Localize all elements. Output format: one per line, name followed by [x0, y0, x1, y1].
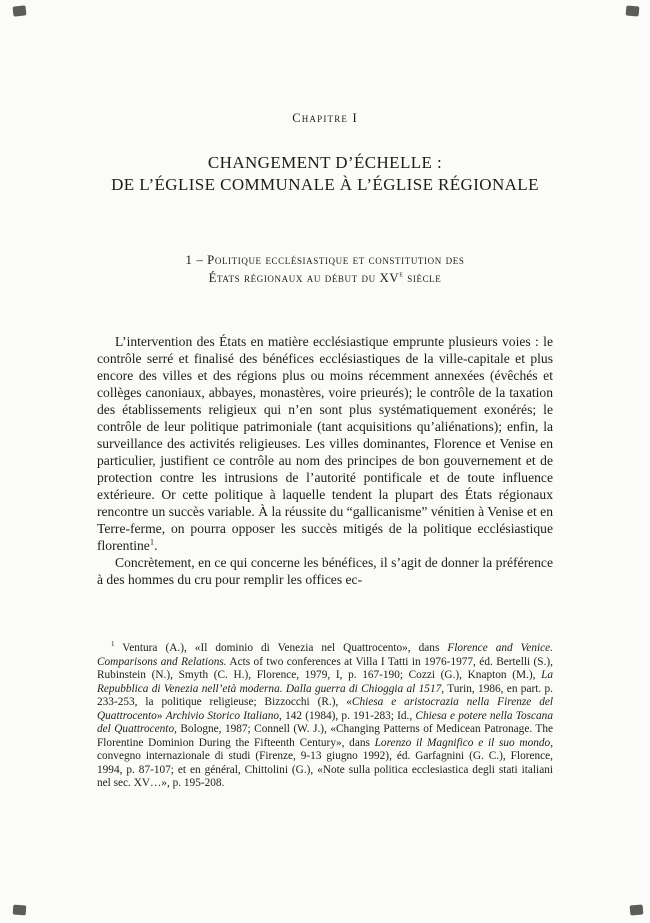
scan-corner-mark [13, 905, 27, 916]
page-title-line2: DE L’ÉGLISE COMMUNALE À L’ÉGLISE RÉGIONALE [111, 174, 539, 194]
section-heading [97, 252, 553, 287]
scan-corner-mark [630, 904, 644, 915]
section-heading-line2: États régionaux au début du XVe siècle [208, 269, 442, 285]
body-text [97, 333, 553, 588]
page-title-line1: CHANGEMENT D’ÉCHELLE : [207, 153, 443, 172]
paragraph-1: L’intervention des États en matière ecclésiastique emprunte plusieurs voies : le contrôle serré et finalisé des bénéfices ecclésiastiques de la ville-capitale et plus encore des villes et des régions plus ou moins récemment annexées (évêchés et collèges canoniaux, abbayes, monastères, voire prieurés); le contrôle de la taxation des établissements religieux qui n’en sont plus systématiquement exonérés; le contrôle de leur politique patrimoniale (tant acquisitions qu’aliénations); enfin, la surveillance des activités religieuses. Les villes dominantes, Florence et Venise en particulier, justifient ce contrôle au nom des principes de bon gouvernement et de protection contre les intrusions de l’autorité pontificale et de toute influence extérieure. Or cette politique à laquelle tendent la plupart des États régionaux rencontre un succès variable. À la réussite du “gallicanisme” vénitien à Venise et en Terre-ferme, on pourra opposer les succès mitigés de la politique ecclésiastique florentine$^1$. [97, 334, 553, 553]
chapter-heading: Chapitre I [292, 111, 358, 125]
paragraph-2: Concrètement, en ce qui concerne les bénéfices, il s’agit de donner la préférence à des hommes du cru pour remplir les offices ec- [97, 555, 553, 587]
section-heading-line1: 1 – Politique ecclésiastique et constitution des [185, 253, 465, 267]
footnote: $^1$ Ventura (A.), «Il dominio di Venezia nel Quattrocento», dans Florence and Venice. Comparisons and Relations. Acts of two conferences at Villa I Tatti in 1976-1977, éd. Bertelli (S.), Rubinstein (N.), Smyth (C. H.), Florence, 1979, I, p. 167-190; Cozzi (G.), Knapton (M.), La Repubblica di Venezia nell’età moderna. Dalla guerra di Chioggia al 1517, Turin, 1986, en part. p. 233-253, la politique religieuse; Bizzocchi (R.), «Chiesa e aristocrazia nella Firenze del Quattrocento» Archivio Storico Italiano, 142 (1984), p. 191-283; Id., Chiesa e potere nella Toscana del Quattrocento, Bologne, 1987; Connell (W. J.), «Changing Patterns of Medicean Patronage. The Florentine Dominion During the Fifteenth Century», dans Lorenzo il Magnifico e il suo mondo, convegno internazionale di studi (Firenze, 9-13 giugno 1992), éd. Garfagnini (G. C.), Florence, 1994, p. 87-107; et en général, Chittolini (G.), «Note sulla politica ecclesiastica degli stati italiani nel sec. XV…», p. 195-208. [97, 640, 554, 789]
scan-corner-mark [13, 5, 27, 16]
page-title [97, 152, 553, 195]
text-block [97, 0, 553, 791]
scan-corner-mark [626, 5, 640, 16]
